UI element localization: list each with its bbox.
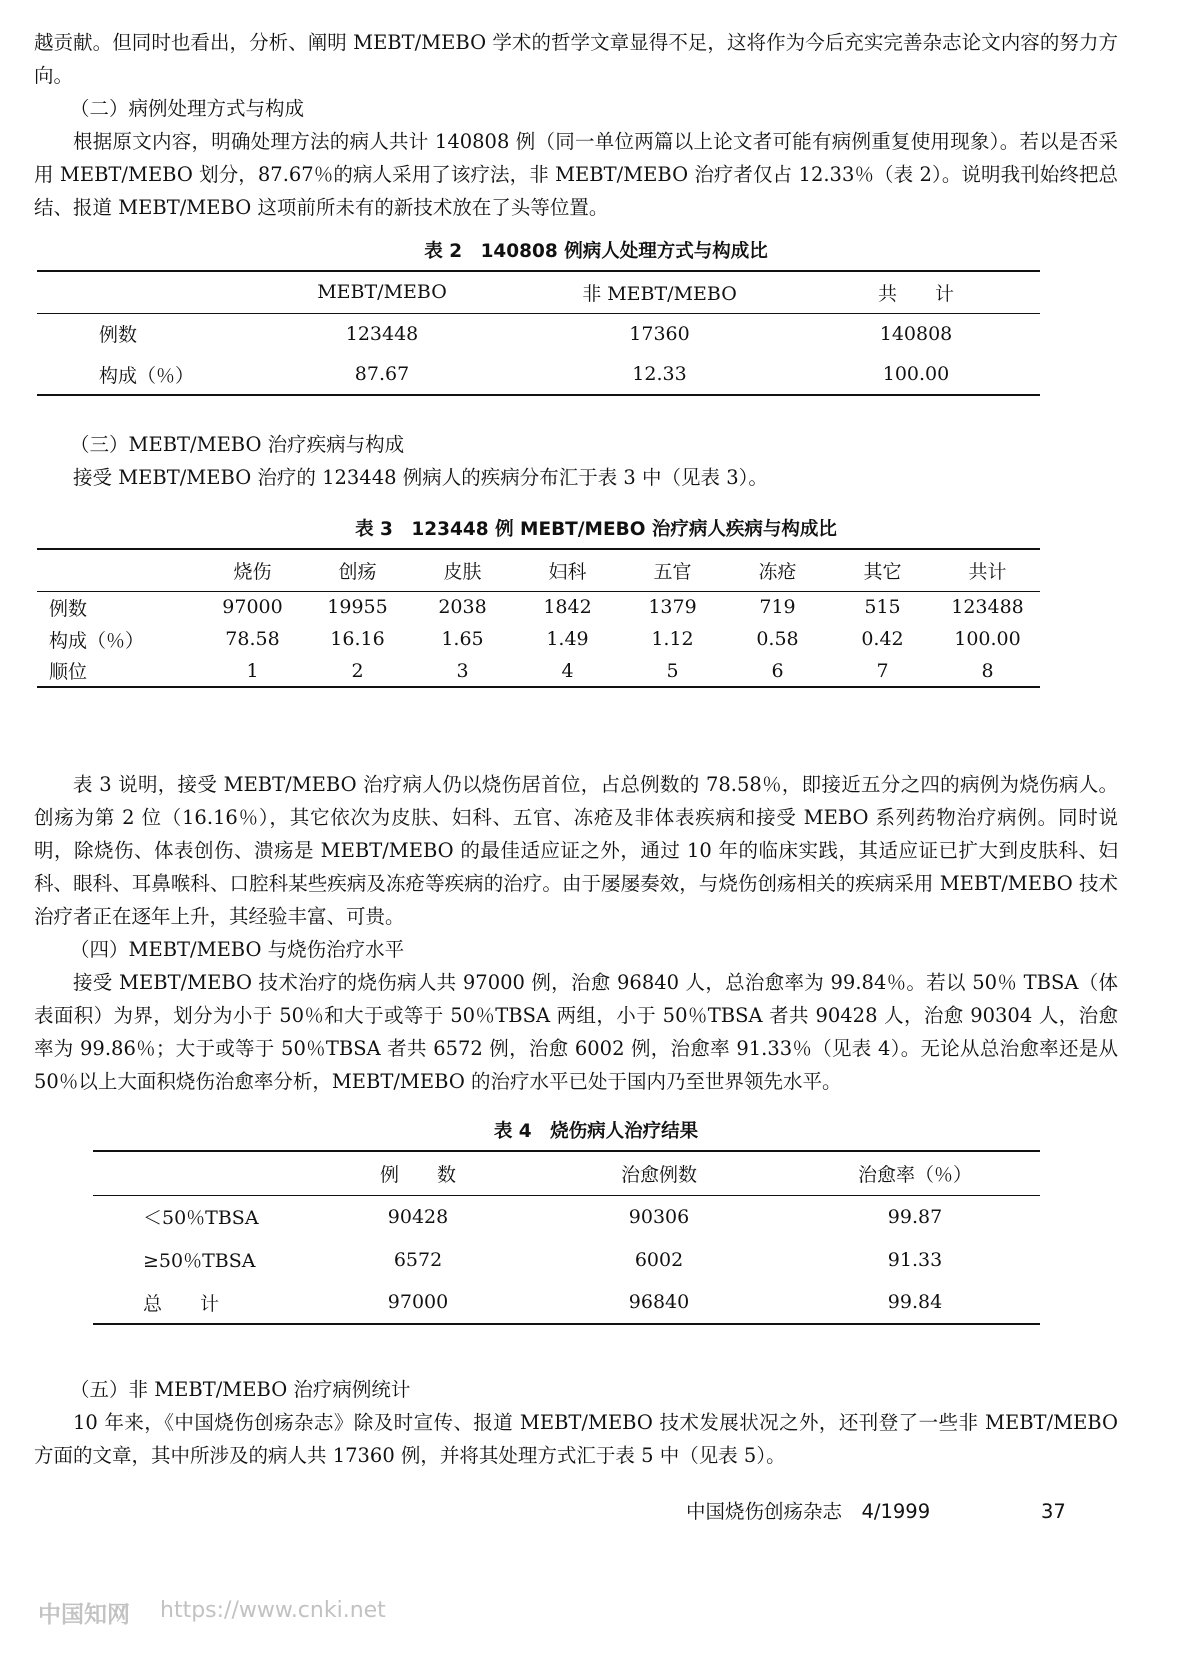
table3-cell: 8 [981, 659, 994, 682]
table3-header-cell: 创疡 [305, 549, 410, 591]
table3-header-cell: 共计 [935, 549, 1040, 591]
table3-row-label: 构成（％） [49, 629, 145, 652]
table4-cell: 90428 [387, 1205, 449, 1228]
table4-cell: 97000 [387, 1291, 449, 1313]
table-row [93, 1238, 1040, 1281]
table3-header-cell [37, 549, 200, 591]
table3-cell: 2 [351, 659, 364, 682]
table4-header-cell [93, 1151, 308, 1195]
table-row [93, 1281, 1040, 1324]
table4-cell: 6572 [393, 1248, 443, 1271]
section2-heading: （二）病例处理方式与构成 [70, 97, 305, 120]
cnki-watermark-url: https://www.cnki.net [160, 1598, 386, 1623]
table3-header-cell: 妇科 [515, 549, 620, 591]
table3-caption: 表 3 123448 例 MEBT/MEBO 治疗病人疾病与构成比 [355, 519, 837, 540]
table2-cell: 87.67 [354, 363, 410, 385]
table2-header-cell: 非 MEBT/MEBO [527, 271, 792, 313]
table2-cell: 12.33 [632, 363, 687, 385]
table3-header-cell: 其它 [830, 549, 935, 591]
table2-cell: 100.00 [882, 363, 950, 385]
table3-cell: 123488 [951, 596, 1024, 619]
table4 [93, 1150, 1040, 1325]
table4-header-cell: 例 数 [308, 1151, 528, 1195]
table-row [37, 354, 1040, 395]
table4-cell: 96840 [628, 1291, 690, 1313]
table3-cell: 0.58 [756, 628, 799, 650]
table3-cell: 4 [561, 659, 574, 682]
table4-row-label: ≥50％TBSA [143, 1250, 256, 1272]
table4-cell: 91.33 [887, 1248, 943, 1271]
table-row [37, 591, 1040, 623]
table-row [93, 1195, 1040, 1238]
table3-cell: 7 [876, 659, 889, 682]
table3-header-cell: 五官 [620, 549, 725, 591]
table2-row-label: 例数 [99, 324, 138, 347]
table4-cell: 99.84 [887, 1291, 943, 1313]
table2-cell: 17360 [629, 322, 690, 345]
table3-cell: 100.00 [954, 628, 1021, 650]
table3-cell: 3 [456, 659, 469, 682]
table3-cell: 1379 [648, 596, 697, 619]
table-row [37, 623, 1040, 655]
table4-row-label: ＜50％TBSA [143, 1207, 259, 1230]
table3-cell: 515 [864, 596, 901, 619]
table3-cell: 1.12 [651, 628, 694, 650]
table3 [37, 548, 1040, 688]
table2-header-cell [37, 271, 237, 313]
table3-cell: 1 [246, 659, 259, 682]
table3-discussion: 表 3 说明，接受 MEBT/MEBO 治疗病人仍以烧伤居首位，占总例数的 78.58％，即接近五分之四的病例为烧伤病人。创疡为第 2 位（16.16％），其它依次为皮肤、妇科、五官、冻疮及非体表疾病和接受 MEBO 系列药物治疗病例。同时说明，除烧伤、体表创伤、溃疡是 MEBT/MEBO 的最佳适应证之外，通过 10 年的临床实践，其适应证已扩大到皮肤科、妇科、眼科、耳鼻喉科、口腔科某些疾病及冻疮等疾病的治疗。由于屡屡奏效，与烧伤创疡相关的疾病采用 MEBT/MEBO 技术治疗者正在逐年上升，其经验丰富、可贵。 [34, 773, 1118, 928]
table4-header-cell: 治愈率（％） [790, 1151, 1040, 1195]
table3-cell: 6 [771, 659, 784, 682]
table4-caption: 表 4 烧伤病人治疗结果 [493, 1121, 699, 1142]
table2-header-row [37, 271, 1040, 313]
section2-paragraph: 根据原文内容，明确处理方法的病人共计 140808 例（同一单位两篇以上论文者可能有病例重复使用现象）。若以是否采用 MEBT/MEBO 划分，87.67％的病人采用了该疗法，非 MEBT/MEBO 治疗者仅占 12.33％（表 2）。说明我刊始终把总结、报道 MEBT/MEBO 这项前所未有的新技术放在了头等位置。 [34, 130, 1118, 219]
table3-cell: 19955 [327, 596, 388, 619]
section3-heading: （三）MEBT/MEBO 治疗疾病与构成 [70, 433, 405, 456]
table3-cell: 2038 [438, 596, 487, 619]
table4-header-cell: 治愈例数 [528, 1151, 790, 1195]
table3-cell: 16.16 [330, 628, 385, 650]
table3-header-cell: 烧伤 [200, 549, 305, 591]
table3-cell: 1.65 [441, 628, 484, 650]
table-row [37, 655, 1040, 687]
table3-header-cell: 皮肤 [410, 549, 515, 591]
page-number: 37 [1041, 1500, 1066, 1523]
section5-paragraph: 10 年来，《中国烧伤创疡杂志》除及时宣传、报道 MEBT/MEBO 技术发展状况之外，还刊登了一些非 MEBT/MEBO 方面的文章，其中所涉及的病人共 17360 例，并将其处理方式汇于表 5 中（见表 5）。 [34, 1411, 1118, 1467]
section4-heading: （四）MEBT/MEBO 与烧伤治疗水平 [70, 938, 405, 961]
cnki-watermark-brand: 中国知网 [38, 1602, 130, 1628]
table2-row-label: 构成（％） [99, 364, 195, 387]
table3-cell: 719 [759, 596, 796, 619]
section4-paragraph: 接受 MEBT/MEBO 技术治疗的烧伤病人共 97000 例，治愈 96840 人，总治愈率为 99.84％。若以 50％ TBSA（体表面积）为界，划分为小于 50％和大于或等于 50％TBSA 两组，小于 50％TBSA 者共 90428 人，治愈 90304 人，治愈率为 99.86％；大于或等于 50％TBSA 者共 6572 例，治愈 6002 例，治愈率 91.33％（见表 4）。无论从总治愈率还是从 50％以上大面积烧伤治愈率分析，MEBT/MEBO 的治疗水平已处于国内乃至世界领先水平。 [34, 971, 1118, 1093]
table2-cell: 123448 [345, 322, 419, 345]
table4-row-label: 总 计 [143, 1292, 220, 1315]
table4-cell: 90306 [628, 1205, 690, 1228]
table2-header-cell: 共 计 [792, 271, 1040, 313]
section5-heading: （五）非 MEBT/MEBO 治疗病例统计 [70, 1378, 411, 1401]
table3-cell: 1842 [543, 596, 592, 619]
table4-header-row [93, 1151, 1040, 1195]
table3-cell: 1.49 [546, 628, 589, 650]
table4-cell: 99.87 [887, 1205, 943, 1228]
table3-header-cell: 冻疮 [725, 549, 830, 591]
table3-cell: 5 [666, 659, 679, 682]
table3-cell: 97000 [222, 596, 283, 619]
intro-paragraph: 越贡献。但同时也看出，分析、阐明 MEBT/MEBO 学术的哲学文章显得不足，这将作为今后充实完善杂志论文内容的努力方向。 [34, 31, 1118, 87]
table3-cell: 0.42 [861, 628, 904, 650]
table2-cell: 140808 [879, 322, 953, 345]
table2-caption: 表 2 140808 例病人处理方式与构成比 [424, 241, 768, 262]
footer-journal: 中国烧伤创疡杂志 4/1999 [686, 1500, 931, 1523]
table4-cell: 6002 [634, 1248, 684, 1271]
table2 [37, 270, 1040, 396]
section3-paragraph: 接受 MEBT/MEBO 治疗的 123448 例病人的疾病分布汇于表 3 中（见表 3）。 [73, 466, 768, 489]
table2-header-cell: MEBT/MEBO [237, 271, 527, 313]
table3-cell: 78.58 [225, 628, 280, 650]
table3-row-label: 顺位 [49, 661, 88, 683]
table3-row-label: 例数 [49, 597, 88, 620]
table-row [37, 313, 1040, 354]
table3-header-row [37, 549, 1040, 591]
